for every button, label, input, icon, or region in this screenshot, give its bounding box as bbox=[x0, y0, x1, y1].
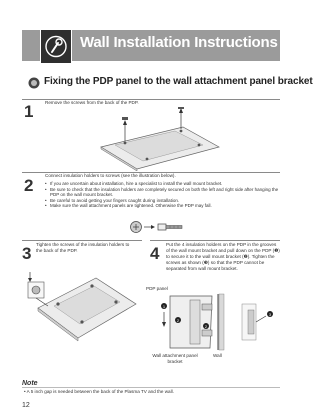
wrench-icon bbox=[41, 30, 71, 63]
step-2-number: 2 bbox=[24, 176, 34, 195]
note-title: Note bbox=[22, 380, 38, 387]
section-title: Fixing the PDP panel to the wall attachment panel bracket bbox=[44, 76, 313, 87]
bullet-item: • Be careful to avoid getting your fingers caught during installation. bbox=[45, 198, 280, 204]
svg-text:1: 1 bbox=[162, 303, 166, 309]
divider bbox=[150, 240, 280, 241]
section-bullet-icon bbox=[28, 77, 40, 89]
step-1-text: Remove the screws from the back of the PDP. bbox=[45, 100, 139, 105]
wall-label: Wall bbox=[213, 353, 222, 358]
pdp-back-screws-illustration bbox=[95, 107, 225, 171]
svg-text:2: 2 bbox=[176, 317, 180, 323]
step-3-number: 3 bbox=[22, 244, 32, 263]
header-icon-box bbox=[40, 29, 72, 64]
svg-text:3: 3 bbox=[268, 311, 272, 317]
divider bbox=[22, 387, 280, 388]
svg-text:2: 2 bbox=[204, 323, 208, 329]
step-2-bullets bbox=[45, 181, 280, 209]
insulation-holder-screw-illustration bbox=[128, 220, 188, 234]
bracket-label: Wall attachment panel bracket bbox=[152, 353, 198, 364]
pdp-back-insulation-holders-illustration bbox=[24, 262, 140, 357]
note-text-content: A 5 inch gap is needed between the back of the Plasma TV and the wall. bbox=[26, 389, 174, 394]
pdp-panel-label: PDP panel bbox=[146, 286, 168, 291]
divider bbox=[22, 240, 142, 241]
step-2-text: Connect insulation holders to screws (see the illustration below). bbox=[45, 173, 176, 178]
step-3-text: Tighten the screws of the insulation holders to the back of the PDP. bbox=[36, 242, 130, 253]
step-1-number: 1 bbox=[24, 102, 34, 121]
note-text: • A 5 inch gap is needed between the back of the Plasma TV and the wall. bbox=[24, 389, 174, 394]
page-number: 12 bbox=[22, 402, 30, 409]
step-4-number: 4 bbox=[150, 244, 160, 263]
page-title: Wall Installation Instructions bbox=[80, 34, 278, 51]
wall-mount-side-illustration bbox=[150, 292, 280, 352]
bullet-item: • Be sure to check that the insulation holders are completely secured on both the left and right side after hanging the PDP on the wall mount bracket. bbox=[45, 187, 280, 198]
step-4-text: Put the 4 insulation holders on the PDP in the grooves of the wall mount bracket and pull down on the PDP (❶) to secure it to the wall mount bracket (❷). Tighten the screws as shown (❸) so that the PDP cannot be separated from wall mount bracket. bbox=[166, 242, 280, 271]
bullet-item: • Make sure the wall attachment panels are tightened. Otherwise the PDP may fall. bbox=[45, 203, 280, 209]
bullet-item: • If you are uncertain about installation, hire a specialist to install the wall mount bracket. bbox=[45, 181, 280, 187]
